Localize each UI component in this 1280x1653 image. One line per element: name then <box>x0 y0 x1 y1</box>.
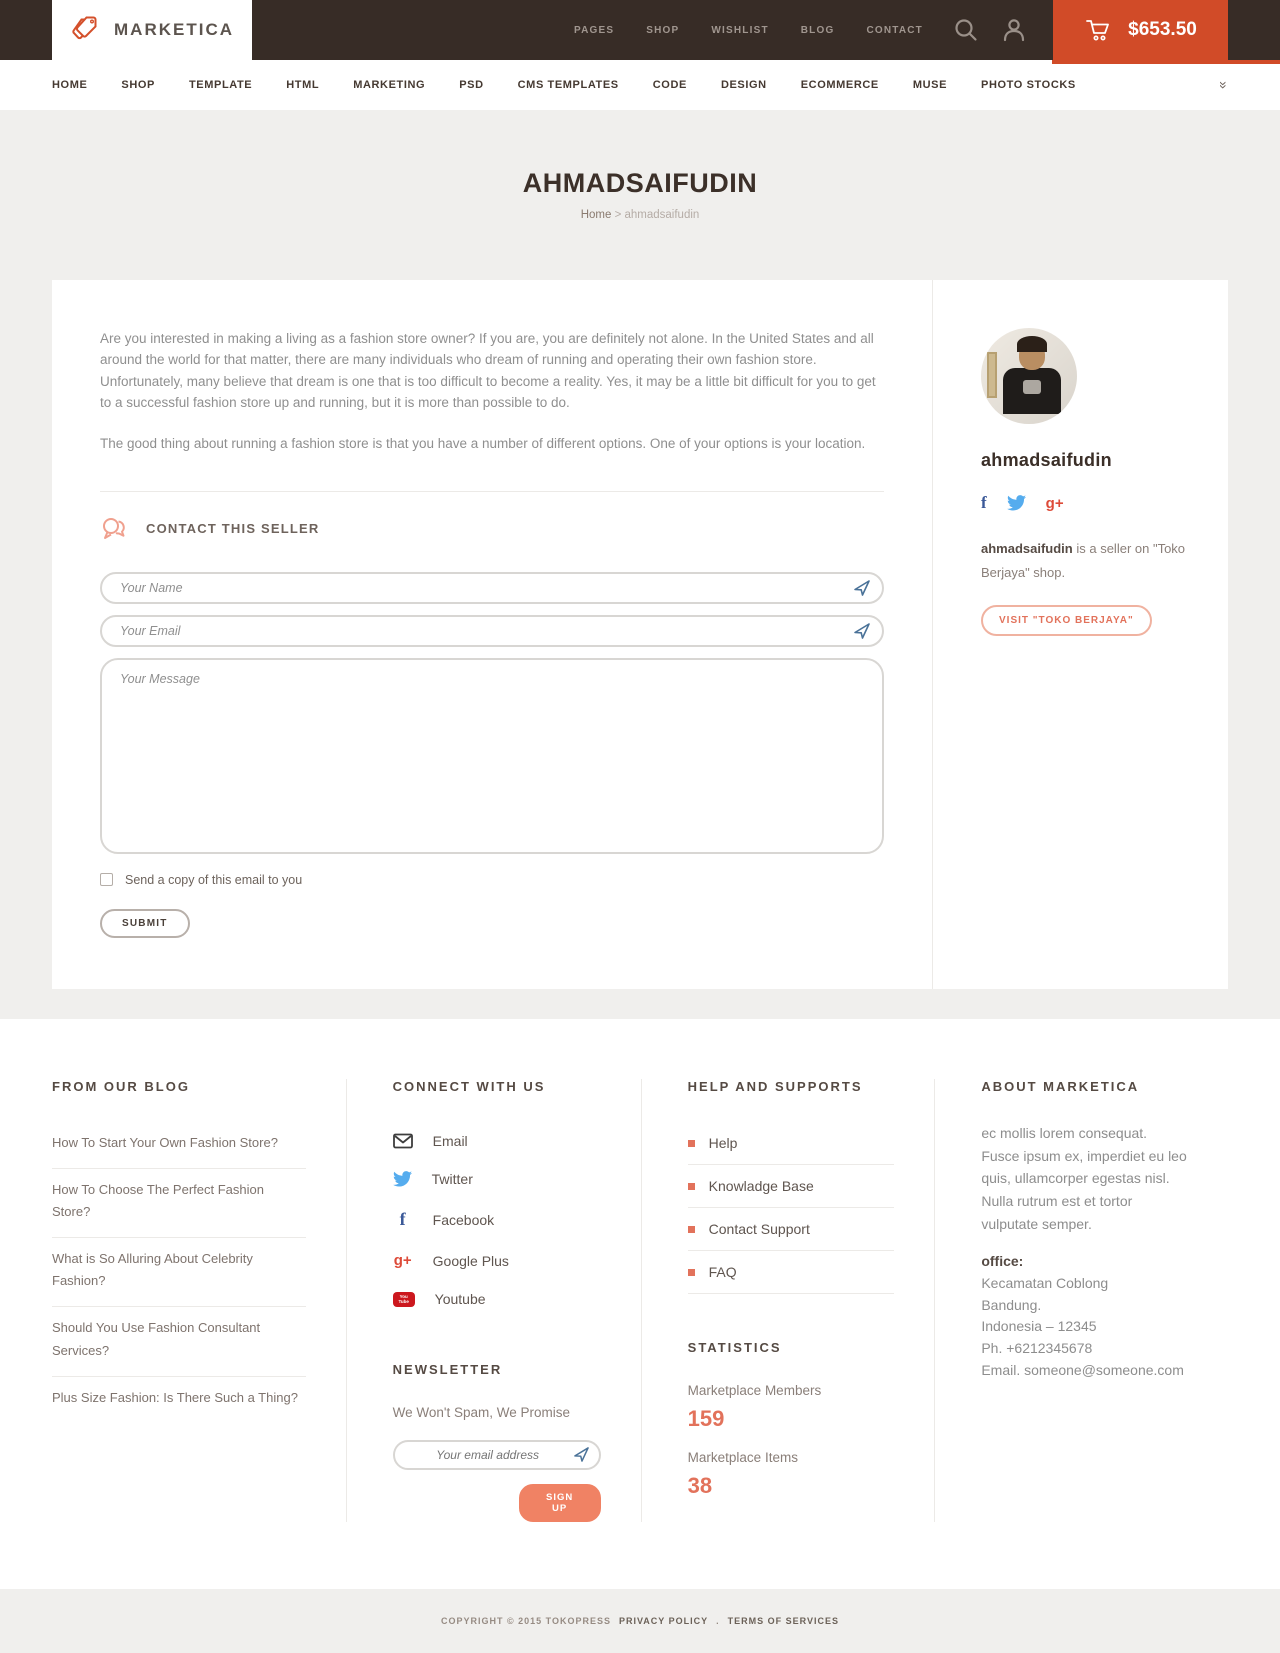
connect-heading: CONNECT WITH US <box>392 1079 546 1094</box>
about-heading: ABOUT MARKETICA <box>981 1079 1140 1094</box>
help-heading: HELP AND SUPPORTS <box>687 1079 863 1094</box>
send-dart-icon <box>854 580 870 596</box>
content-divider <box>100 491 884 492</box>
seller-intro-paragraph-2: The good thing about running a fashion store is that you have a number of different options. One of your options is your location. <box>100 436 866 452</box>
envelope-icon <box>393 1133 413 1149</box>
twitter-icon <box>393 1171 412 1187</box>
page-title: AHMADSAIFUDIN <box>522 168 758 198</box>
nav-psd[interactable]: PSD <box>459 79 484 91</box>
nav-shop[interactable]: SHOP <box>121 79 155 91</box>
send-dart-icon <box>574 1447 589 1462</box>
blog-heading: FROM OUR BLOG <box>52 1079 190 1094</box>
stat-items-label: Marketplace Items <box>687 1450 798 1465</box>
connect-google-plus-link[interactable]: g+ Google Plus <box>393 1252 509 1269</box>
search-icon[interactable] <box>953 17 979 43</box>
google-plus-icon[interactable]: g+ <box>1045 494 1064 512</box>
visit-shop-button[interactable]: VISIT "TOKO BERJAYA" <box>981 605 1152 636</box>
breadcrumb <box>0 209 1280 221</box>
stat-items-value: 38 <box>687 1473 713 1498</box>
connect-youtube-link[interactable]: You Tube Youtube <box>393 1280 601 1318</box>
top-header-bar <box>0 0 1280 60</box>
send-copy-label: Send a copy of this email to you <box>125 872 303 887</box>
newsletter-heading: NEWSLETTER <box>392 1362 503 1377</box>
twitter-icon[interactable] <box>1007 495 1026 511</box>
square-bullet-icon <box>688 1226 695 1233</box>
newsletter-signup-button[interactable]: SIGN UP <box>519 1484 601 1522</box>
nav-marketing[interactable]: MARKETING <box>353 79 426 91</box>
nav-photo-stocks[interactable]: PHOTO STOCKS <box>981 79 1076 91</box>
top-nav-shop[interactable]: SHOP <box>646 24 680 36</box>
square-bullet-icon <box>688 1140 695 1147</box>
seller-profile-card <box>52 280 1228 989</box>
blog-link[interactable]: How To Choose The Perfect Fashion Store? <box>52 1169 306 1238</box>
breadcrumb-home-link[interactable]: Home <box>580 209 612 221</box>
seller-name: ahmadsaifudin <box>981 450 1112 470</box>
footer-blog-column <box>52 1079 346 1522</box>
seller-description: ahmadsaifudin is a seller on "Toko Berjaya" shop. <box>981 541 1186 581</box>
page-header <box>0 110 1280 280</box>
main-navigation-bar <box>0 60 1280 110</box>
top-nav-wishlist[interactable]: WISHLIST <box>711 24 769 36</box>
footer-connect-column <box>346 1079 641 1522</box>
youtube-icon: You Tube <box>393 1292 415 1307</box>
seller-intro-paragraph-1: Are you interested in making a living as a fashion store owner? If you are, you are definitely not alone. In the United States and all around the world for that matter, there are many individuals who dream of running and operating their own fashion store. Unfortunately, many believe that dream is one that is too difficult to become a reality. Yes, it may be a little bit difficult for you to get to a successful fashion store up and running, but it is more than possible to do. <box>100 331 876 410</box>
statistics-section <box>688 1340 895 1499</box>
footer-help-column <box>641 1079 935 1522</box>
statistics-heading: STATISTICS <box>687 1340 782 1355</box>
nav-html[interactable]: HTML <box>286 79 320 91</box>
nav-template[interactable]: TEMPLATE <box>188 79 253 91</box>
cart-total: $653.50 <box>1128 19 1197 40</box>
send-dart-icon <box>854 623 870 639</box>
faq-link[interactable]: FAQ <box>688 1251 895 1294</box>
logo-text: MARKETICA <box>114 20 234 39</box>
breadcrumb-separator: > <box>614 209 622 221</box>
seller-content-column <box>52 280 932 989</box>
contact-seller-form <box>100 572 884 938</box>
email-input[interactable] <box>100 615 884 647</box>
square-bullet-icon <box>688 1269 695 1276</box>
top-nav-contact[interactable]: CONTACT <box>866 24 923 36</box>
copyright-text: COPYRIGHT © 2015 TOKOPRESS <box>440 1616 611 1626</box>
nav-cms-templates[interactable]: CMS TEMPLATES <box>517 79 619 91</box>
newsletter-tagline: We Won't Spam, We Promise <box>392 1405 571 1420</box>
privacy-policy-link[interactable]: PRIVACY POLICY <box>618 1616 709 1626</box>
top-nav-blog[interactable]: BLOG <box>800 24 835 36</box>
facebook-icon: f <box>399 1209 406 1229</box>
copyright-bar <box>0 1589 1280 1653</box>
name-input[interactable] <box>100 572 884 604</box>
cart-button[interactable] <box>1053 0 1228 62</box>
seller-avatar <box>981 328 1077 424</box>
top-nav-pages[interactable]: PAGES <box>573 24 615 36</box>
contact-seller-heading: CONTACT THIS SELLER <box>146 521 320 537</box>
square-bullet-icon <box>688 1183 695 1190</box>
stat-members-label: Marketplace Members <box>687 1383 822 1398</box>
breadcrumb-current: ahmadsaifudin <box>624 209 700 221</box>
chat-bubbles-icon <box>100 516 130 542</box>
blog-link[interactable]: Plus Size Fashion: Is There Such a Thing? <box>52 1389 298 1405</box>
nav-code[interactable]: CODE <box>652 79 687 91</box>
connect-email-link[interactable]: Email <box>393 1122 601 1160</box>
footer <box>0 1019 1280 1589</box>
contact-support-link[interactable]: Contact Support <box>688 1208 895 1251</box>
top-nav <box>574 25 923 36</box>
connect-twitter-link[interactable]: Twitter <box>393 1160 601 1198</box>
stat-members-value: 159 <box>687 1406 725 1431</box>
blog-link[interactable]: Should You Use Fashion Consultant Services? <box>52 1307 306 1376</box>
nav-design[interactable]: DESIGN <box>720 79 767 91</box>
google-plus-icon: g+ <box>393 1252 412 1269</box>
nav-more-chevron-icon[interactable]: » <box>1216 81 1233 89</box>
cart-icon <box>1084 16 1114 44</box>
newsletter-email-input[interactable] <box>393 1440 601 1470</box>
message-textarea[interactable] <box>100 658 884 854</box>
link-separator: . <box>716 1616 720 1626</box>
terms-of-services-link[interactable]: TERMS OF SERVICES <box>727 1616 840 1626</box>
seller-sidebar <box>932 280 1228 989</box>
tag-logo-icon <box>70 13 104 47</box>
about-text: ec mollis lorem consequat. Fusce ipsum ex, imperdiet eu leo quis, ullamcorper egestas nisl. Nulla rutrum est et tortor vulputate semper. <box>981 1125 1187 1232</box>
footer-about-column <box>934 1079 1228 1522</box>
connect-facebook-link[interactable]: f Facebook <box>393 1198 601 1241</box>
office-address: office: Kecamatan Coblong Bandung. Indonesia – 12345 Ph. +6212345678 Email. someone@someone.com <box>981 1253 1184 1378</box>
nav-home[interactable]: HOME <box>52 79 88 91</box>
nav-muse[interactable]: MUSE <box>912 79 948 91</box>
knowledge-base-link[interactable]: Knowladge Base <box>688 1165 895 1208</box>
user-account-icon[interactable] <box>1001 17 1027 43</box>
submit-button[interactable]: SUBMIT <box>100 909 190 938</box>
blog-link[interactable]: What is So Alluring About Celebrity Fashion? <box>52 1238 306 1307</box>
send-copy-checkbox[interactable] <box>100 873 113 886</box>
help-link[interactable]: Help <box>688 1122 895 1165</box>
blog-link[interactable]: How To Start Your Own Fashion Store? <box>52 1122 306 1169</box>
logo[interactable] <box>52 0 252 60</box>
facebook-icon[interactable]: f <box>981 493 987 512</box>
nav-ecommerce[interactable]: ECOMMERCE <box>800 79 879 91</box>
newsletter-section <box>393 1362 601 1522</box>
